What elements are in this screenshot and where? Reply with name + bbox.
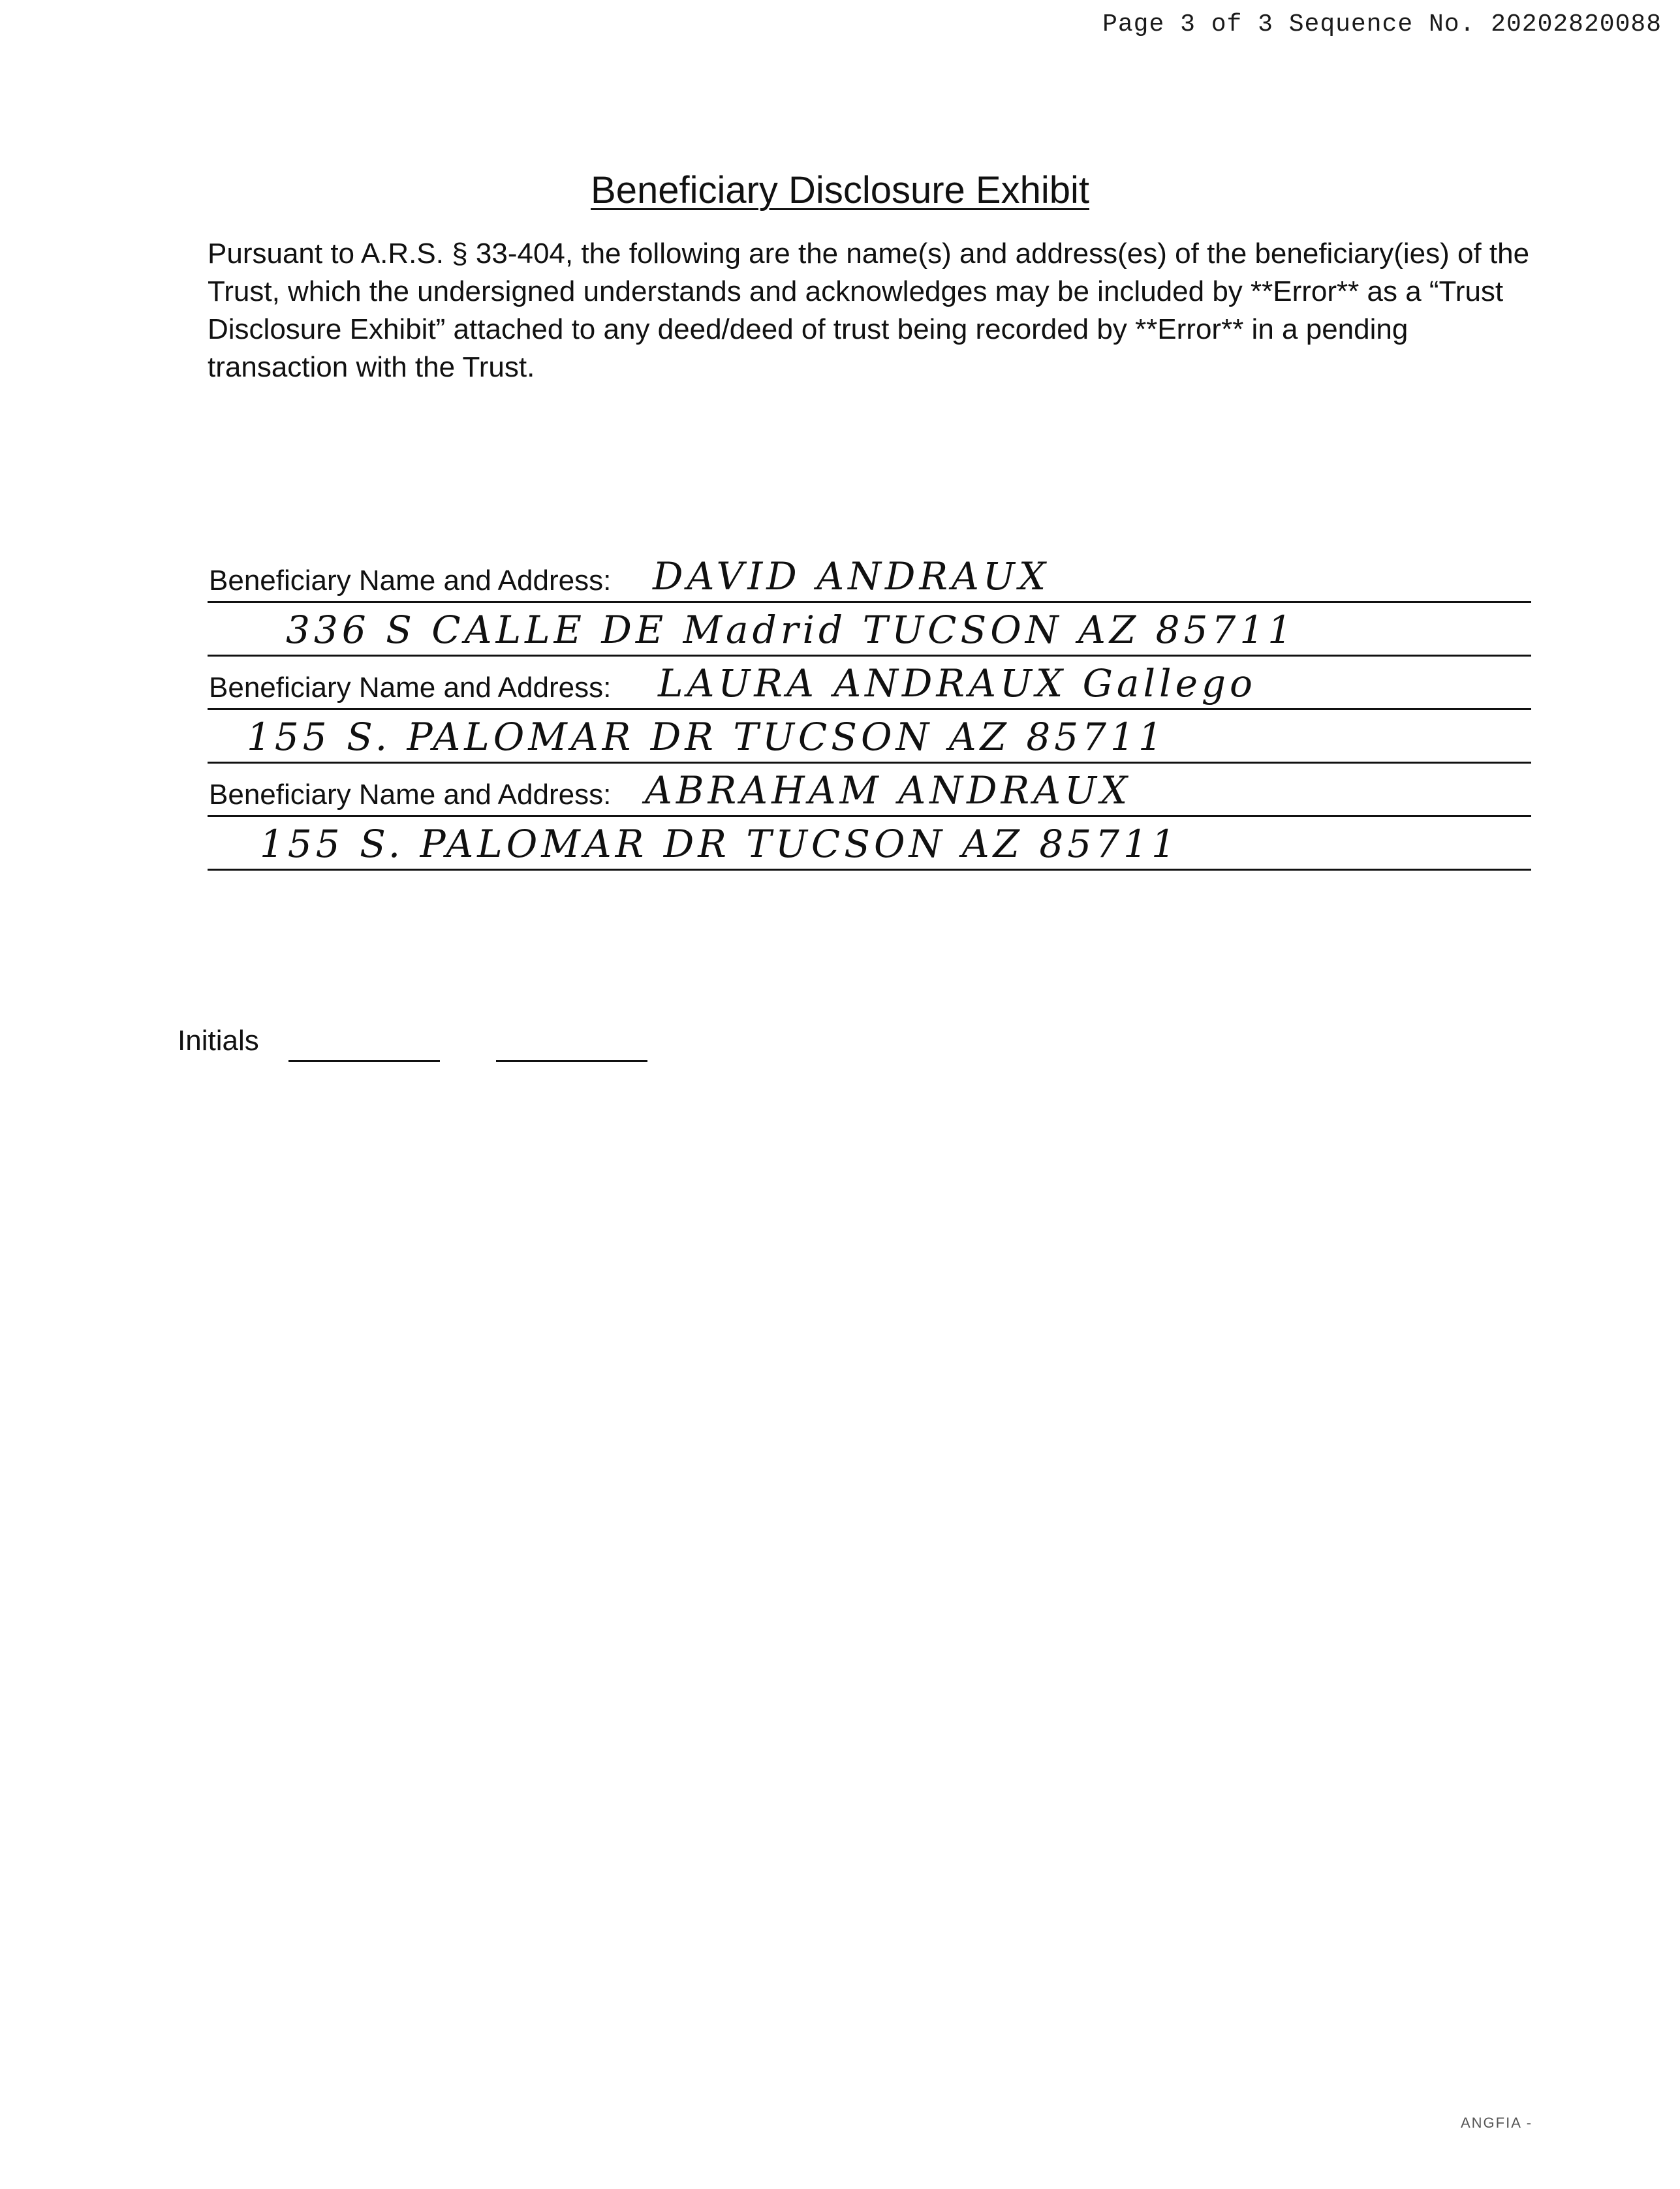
- beneficiary-name-line[interactable]: [208, 764, 1531, 817]
- beneficiary-name-line[interactable]: [208, 550, 1531, 603]
- disclosure-paragraph: Pursuant to A.R.S. § 33-404, the following are the name(s) and address(es) of the beneficiary(ies) of the Trust, which the undersigned understands and acknowledges may be included by **Error** as a “Trust Disclosure Exhibit” attached to any deed/deed of trust being recorded by **Error** in a pending transaction with the Trust.: [208, 238, 1530, 383]
- footer-scan-mark: ANGFIA -: [1461, 2115, 1533, 2131]
- handwritten-address: 155 S. PALOMAR DR TUCSON AZ 85711: [260, 822, 1179, 866]
- beneficiary-label: Beneficiary Name and Address:: [209, 779, 612, 811]
- page-sequence-stamp: Page 3 of 3 Sequence No. 20202820088: [1102, 10, 1662, 39]
- beneficiary-address-line[interactable]: [208, 603, 1531, 657]
- beneficiary-label: Beneficiary Name and Address:: [209, 565, 612, 597]
- beneficiary-entry-1: [208, 550, 1531, 657]
- handwritten-address: 336 S CALLE DE Madrid TUCSON AZ 85711: [286, 608, 1296, 652]
- beneficiary-entry-2: [208, 657, 1531, 764]
- initials-field-1[interactable]: [288, 1060, 440, 1062]
- initials-label: Initials: [178, 1025, 259, 1057]
- beneficiary-name-line[interactable]: [208, 657, 1531, 710]
- handwritten-name: DAVID ANDRAUX: [653, 554, 1050, 598]
- handwritten-name: ABRAHAM ANDRAUX: [645, 768, 1132, 813]
- handwritten-name: LAURA ANDRAUX Gallego: [658, 661, 1256, 706]
- initials-field-2[interactable]: [496, 1060, 647, 1062]
- handwritten-address: 155 S. PALOMAR DR TUCSON AZ 85711: [247, 715, 1166, 759]
- beneficiary-address-line[interactable]: [208, 817, 1531, 871]
- document-title: Beneficiary Disclosure Exhibit: [591, 169, 1089, 211]
- beneficiary-label: Beneficiary Name and Address:: [209, 672, 612, 704]
- beneficiary-address-line[interactable]: [208, 710, 1531, 764]
- beneficiary-entry-3: [208, 764, 1531, 871]
